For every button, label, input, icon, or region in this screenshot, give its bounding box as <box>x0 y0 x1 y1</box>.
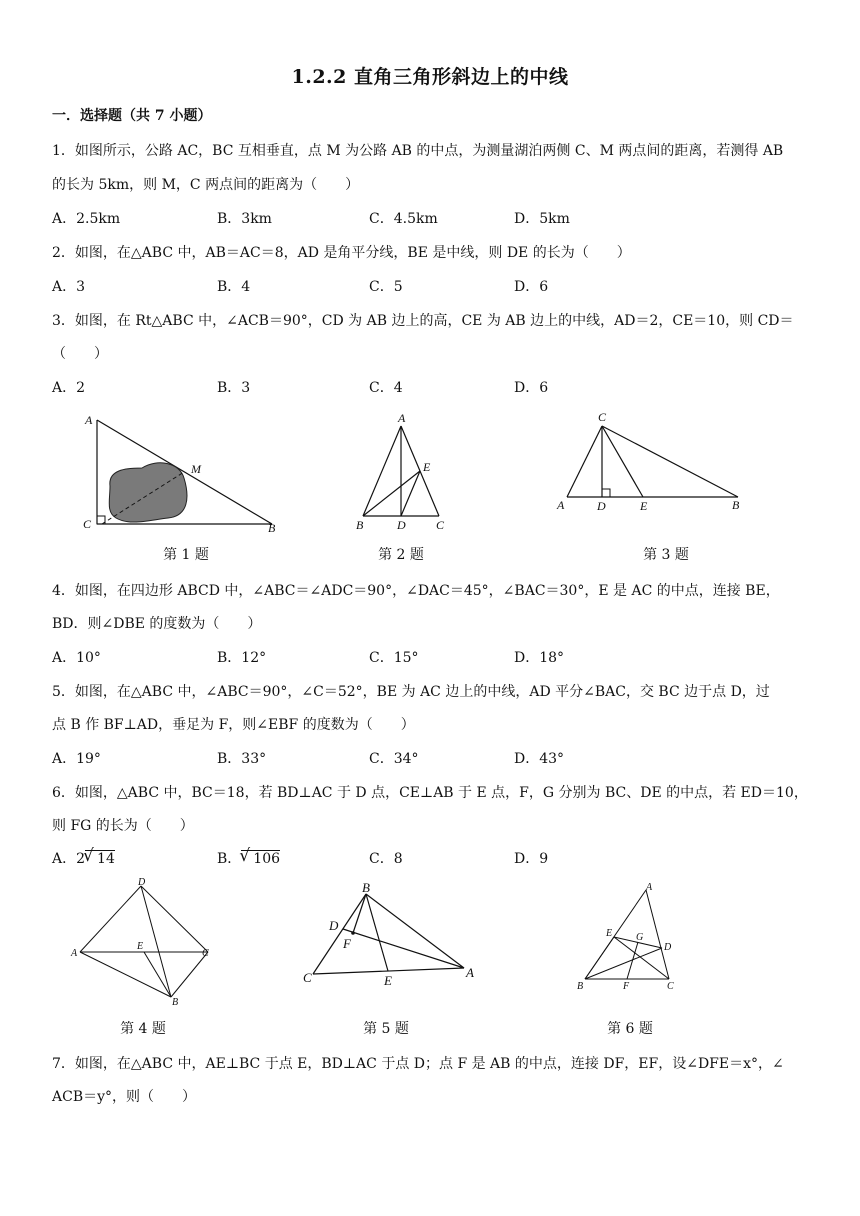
label-d: D <box>597 499 606 513</box>
option-a: A．10° <box>52 650 101 666</box>
page-title: 1.2.2 直角三角形斜边上的中线 <box>291 66 569 88</box>
option-d: D．43° <box>514 751 565 767</box>
label-e: E <box>606 928 613 939</box>
option-c: C．5 <box>369 279 403 295</box>
sqrt-radicand: √ 106 <box>241 850 280 867</box>
question-1-text: 1．如图所示，公路 AC，BC 互相垂直，点 M 为公路 AB 的中点，为测量湖泊两侧 C、M 两点间的距离，若测得 AB <box>52 143 784 159</box>
option-b: B．3 <box>217 380 251 396</box>
label-c: C <box>667 981 674 992</box>
question-3-text: 3．如图，在 Rt△ABC 中，∠ACB＝90°，CD 为 AB 边上的高，CE 为 AB 边上的中线，AD＝2，CE＝10，则 CD＝ <box>52 313 794 329</box>
option-a-prefix: A．2 <box>52 851 86 867</box>
caption-figure-5: 第 5 题 <box>363 1021 409 1037</box>
question-6-text-cont: 则 FG 的长为（ ） <box>52 818 194 834</box>
option-b: B．4 <box>217 279 251 295</box>
option-d: D．6 <box>514 380 549 396</box>
caption-figure-4: 第 4 题 <box>120 1021 166 1037</box>
label-m: M <box>191 462 201 476</box>
label-e: E <box>423 460 431 474</box>
lake-shape <box>109 463 187 522</box>
figure-1 <box>80 408 290 538</box>
label-e: E <box>640 499 648 513</box>
question-6-text: 6．如图，△ABC 中，BC＝18，若 BD⊥AC 于 D 点，CE⊥AB 于 E 点，F，G 分别为 BC、DE 的中点，若 ED＝10， <box>52 785 808 801</box>
figure-3 <box>550 408 750 528</box>
option-a: A．19° <box>52 751 101 767</box>
question-2-text: 2．如图，在△ABC 中，AB＝AC＝8，AD 是角平分线，BE 是中线，则 DE 的长为（ ） <box>52 245 631 261</box>
option-c: C．4.5km <box>369 211 438 227</box>
label-a: A <box>646 882 653 893</box>
label-c: C <box>202 948 209 959</box>
label-c: C <box>303 970 312 985</box>
option-b <box>217 848 280 868</box>
question-7-text: 7．如图，在△ABC 中，AE⊥BC 于点 E，BD⊥AC 于点 D；点 F 是 AB 的中点，连接 DF，EF，设∠DFE＝x°，∠ <box>52 1056 784 1072</box>
label-a: A <box>557 498 565 512</box>
label-d: D <box>397 518 406 532</box>
option-c: C．4 <box>369 380 403 396</box>
caption-figure-6: 第 6 题 <box>607 1021 653 1037</box>
option-b-prefix: B． <box>217 851 242 867</box>
option-d: D．18° <box>514 650 565 666</box>
question-7-text-cont: ACB＝y°，则（ ） <box>52 1089 197 1105</box>
question-1-text-cont: 的长为 5km，则 M，C 两点间的距离为（ ） <box>52 177 360 193</box>
label-g: G <box>636 932 644 943</box>
caption-figure-1: 第 1 题 <box>163 547 209 563</box>
label-b: B <box>356 518 364 532</box>
caption-figure-2: 第 2 题 <box>378 547 424 563</box>
label-c: C <box>436 518 445 532</box>
option-a <box>52 848 115 868</box>
label-d: D <box>138 877 146 888</box>
option-b: B．3km <box>217 211 272 227</box>
label-a: A <box>71 948 78 959</box>
label-a: A <box>398 411 406 425</box>
label-e: E <box>384 973 392 988</box>
option-d: D．5km <box>514 211 570 227</box>
option-c: C．34° <box>369 751 419 767</box>
option-d: D．9 <box>514 851 549 867</box>
figure-4 <box>68 876 228 1010</box>
label-f: F <box>343 936 351 951</box>
label-b: B <box>172 997 179 1008</box>
question-3-text-cont: （ ） <box>52 346 108 362</box>
option-a: A．2.5km <box>52 211 121 227</box>
option-a: A．3 <box>52 279 86 295</box>
label-d: D <box>664 942 672 953</box>
label-e: E <box>137 941 144 952</box>
section-heading: 一．选择题（共 7 小题） <box>52 108 212 124</box>
option-b: B．12° <box>217 650 267 666</box>
figure-6 <box>570 876 690 1006</box>
option-c: C．15° <box>369 650 419 666</box>
label-b: B <box>577 981 584 992</box>
label-a: A <box>466 965 474 980</box>
label-c: C <box>83 517 92 531</box>
label-b: B <box>268 521 276 535</box>
label-c: C <box>598 410 607 424</box>
question-5-text: 5．如图，在△ABC 中，∠ABC＝90°，∠C＝52°，BE 为 AC 边上的中线，AD 平分∠BAC，交 BC 边于点 D，过 <box>52 684 770 700</box>
figure-5 <box>296 876 486 996</box>
label-f: F <box>623 981 630 992</box>
sqrt-radicand: √ 14 <box>85 850 115 867</box>
label-a: A <box>85 413 93 427</box>
option-c: C．8 <box>369 851 403 867</box>
option-a: A．2 <box>52 380 86 396</box>
label-b: B <box>362 880 370 895</box>
option-b: B．33° <box>217 751 267 767</box>
question-4-text: 4．如图，在四边形 ABCD 中，∠ABC＝∠ADC＝90°，∠DAC＝45°，∠BAC＝30°，E 是 AC 的中点，连接 BE， <box>52 583 780 599</box>
question-5-text-cont: 点 B 作 BF⊥AD，垂足为 F，则∠EBF 的度数为（ ） <box>52 717 415 733</box>
option-d: D．6 <box>514 279 549 295</box>
label-d: D <box>329 918 339 933</box>
label-b: B <box>732 498 740 512</box>
question-4-text-cont: BD．则∠DBE 的度数为（ ） <box>52 616 262 632</box>
caption-figure-3: 第 3 题 <box>643 547 689 563</box>
figure-2 <box>348 408 458 538</box>
